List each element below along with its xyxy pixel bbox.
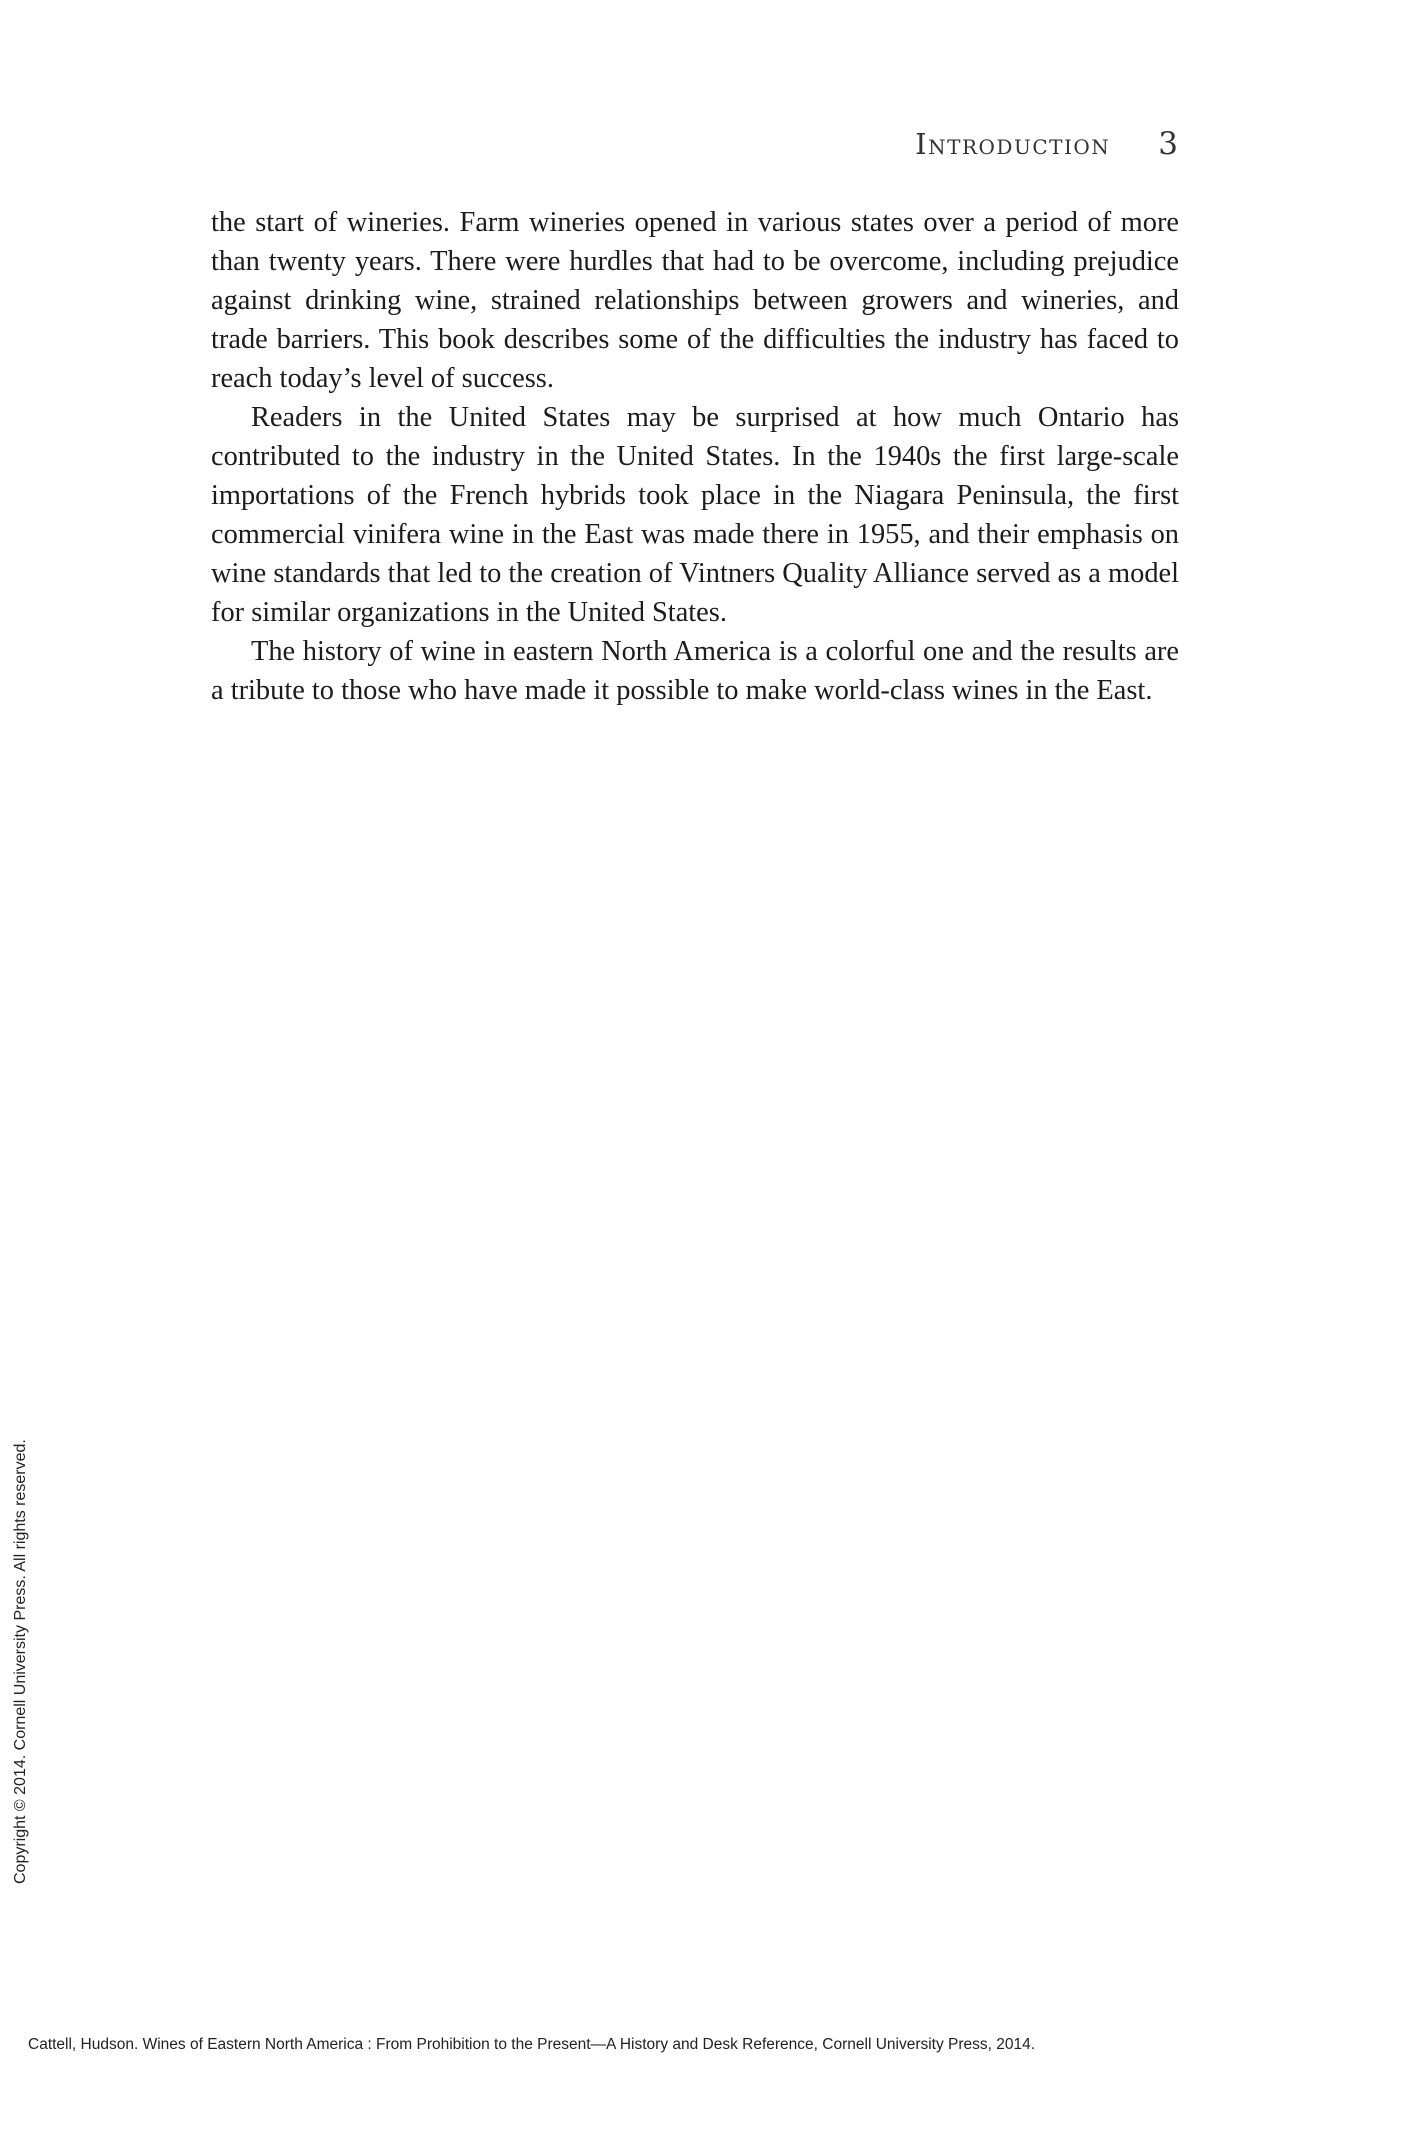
- paragraph-2: Readers in the United States may be surprised at how much Ontario has contributed to the industry in the United States. In the 1940s the first large-scale importations of the French hybrids took place in the Niagara Peninsula, the first commercial vinifera wine in the East was made there in 1955, and their emphasis on wine standards that led to the creation of Vintners Quality Alliance served as a model for similar organizations in the United States.: [211, 402, 1179, 628]
- section-title: Introduction: [915, 127, 1111, 161]
- paragraph-1: the start of wineries. Farm wineries opened in various states over a period of more than twenty years. There were hurdles that had to be overcome, including prejudice against drinking wine, strained relationships between growers and wineries, and trade barriers. This book describes some of the difficulties the industry has faced to reach today’s level of success.: [211, 207, 1179, 394]
- copyright-notice: Copyright © 2014. Cornell University Press. All rights reserved.: [12, 1439, 29, 1884]
- page-number: 3: [1158, 126, 1179, 162]
- citation-footer: Cattell, Hudson. Wines of Eastern North America : From Prohibition to the Present—A History and Desk Reference, Cornell University Press, 2014.: [28, 2036, 1036, 2053]
- paragraph-3: The history of wine in eastern North America is a colorful one and the results are a tribute to those who have made it possible to make world-class wines in the East.: [211, 636, 1179, 706]
- body-text: [211, 203, 1179, 710]
- running-head: [915, 126, 1179, 162]
